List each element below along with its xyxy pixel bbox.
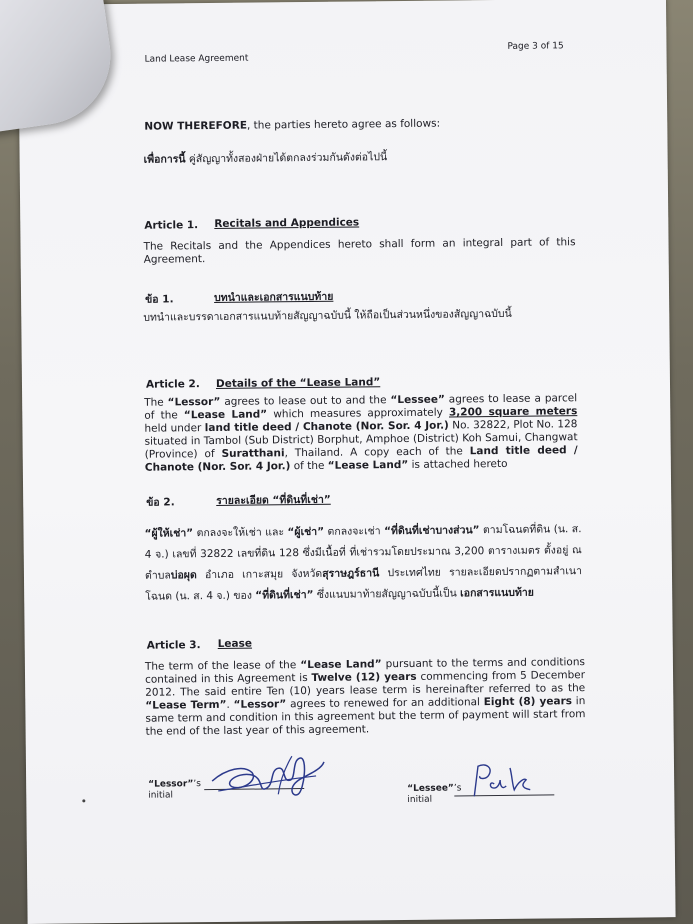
a2th-a: “ผู้ให้เช่า” — [144, 527, 194, 540]
article1-body: The Recitals and the Appendices hereto shall form an integral part of this Agreement. — [143, 236, 576, 266]
article2-th-body — [144, 519, 582, 608]
a2-area: 3,200 square meters — [448, 405, 578, 419]
a3-t1: The term of the lease of the — [144, 659, 301, 673]
a2th-m: เอกสารแนบท้าย — [460, 586, 534, 600]
a3-leaseterm: “Lease Term” — [145, 698, 227, 712]
article2-th-number: ข้อ 2. — [146, 496, 175, 509]
preamble-en — [144, 116, 564, 133]
paper-speck — [82, 799, 85, 802]
a2th-h: อำเภอ เกาะสมุย จังหวัด — [196, 567, 323, 582]
article1-th-number: ข้อ 1. — [145, 293, 174, 306]
a3-t4: . — [226, 698, 234, 711]
lessor-label: “Lessor” — [148, 779, 194, 790]
a2th-b: ตกลงจะให้เช่า และ — [193, 526, 288, 540]
a2-t8: of the — [290, 459, 328, 473]
a3-term: Twelve (12) years — [311, 670, 417, 684]
preamble-bold: NOW THEREFORE — [144, 119, 248, 133]
a2-t9: is attached hereto — [408, 457, 508, 471]
a2-t5: held under — [144, 422, 205, 435]
article3-body — [145, 656, 586, 739]
a3-t3: commencing from 5 December 2012. The said entire Ten (10) years lease term is hereinafter referred to as the — [145, 669, 586, 699]
lessor-signature — [206, 750, 327, 811]
a2-t3: agrees to lease a parcel of the — [144, 392, 578, 422]
a3-leaseland: “Lease Land” — [300, 658, 382, 672]
a2-leaseland2: “Lease Land” — [327, 458, 409, 472]
article2-number: Article 2. — [145, 378, 200, 391]
a2th-l: ซึ่งแนบมาท้ายสัญญาฉบับนี้เป็น — [313, 587, 461, 601]
preamble-th-bold: เพื่อการนี้ — [143, 153, 186, 166]
a3-renew: Eight (8) years — [483, 695, 573, 709]
lessor-suffix: ’s — [193, 779, 201, 790]
a2-lessee: “Lessee” — [390, 393, 445, 407]
a2th-d: ตกลงจะเช่า — [324, 525, 385, 538]
a2-t7: , Thailand. A copy each of the — [284, 445, 470, 460]
page-number: Page 3 of 15 — [507, 41, 564, 52]
a2th-c: “ผู้เช่า” — [287, 525, 325, 539]
preamble-rest: , the parties hereto agree as follows: — [246, 117, 441, 132]
a2-province: Suratthani — [221, 447, 285, 460]
a2th-f: ตามโฉนดที่ดิน (น. ส. 4 จ.) เลขที่ 32822 เลขที่ดิน 128 ซึ่งมีเนื้อที่ ที่เช่ารวมโดยประมาณ 3,200 ตารางเมตร ตั้งอยู่ ณ ตำบล — [144, 523, 582, 582]
document-page — [18, 0, 676, 924]
a2-lessor: “Lessor” — [167, 395, 221, 409]
a3-t2: pursuant to the terms and conditions contained in this Agreement is — [145, 656, 585, 686]
a3-t6: in same term and condition in this agreement but the term of payment will start from the end of the last year of this agreement. — [145, 695, 586, 738]
lessee-signature — [466, 760, 546, 801]
article2-title: Details of the “Lease Land” — [215, 376, 381, 390]
a2-t4: which measures approximately — [267, 406, 450, 421]
article1-number: Article 1. — [144, 219, 199, 232]
a2th-g: บ่อผุด — [170, 569, 197, 582]
lessor-initial-label — [148, 779, 201, 802]
a3-t5: agrees to renewed for an additional — [286, 696, 484, 711]
article3-title: Lease — [217, 637, 253, 650]
lessor-initial-word: initial — [148, 790, 174, 801]
article1-th-body: บทนำและบรรดาเอกสารแนบท้ายสัญญาฉบับนี้ ให้ถือเป็นส่วนหนึ่งของสัญญาฉบับนี้ — [143, 307, 512, 324]
a2th-e: “ที่ดินที่เช่าบางส่วน” — [384, 524, 480, 538]
a3-lessor: “Lessor” — [233, 698, 287, 711]
a2-t1: The — [144, 396, 168, 409]
article2-body — [144, 392, 578, 475]
article2-th-title: รายละเอียด “ที่ดินที่เช่า” — [216, 493, 331, 507]
a2th-i: สุราษฎร์ธานี — [322, 567, 380, 580]
a2-leaseland: “Lease Land” — [183, 408, 268, 422]
a2-deed2: Land title deed / Chanote (Nor. Sor. 4 Jor.) — [144, 444, 578, 474]
a2-deed: land title deed / Chanote (Nor. Sor. 4 Jor.) — [204, 419, 449, 435]
preamble-th-rest: คู่สัญญาทั้งสองฝ่ายได้ตกลงร่วมกันดังต่อไปนี้ — [185, 151, 388, 166]
lessee-suffix: ’s — [453, 783, 462, 794]
preamble-th — [144, 148, 564, 167]
lessee-initial-word: initial — [407, 794, 433, 805]
running-header-title: Land Lease Agreement — [144, 53, 249, 65]
lessee-label: “Lessee” — [407, 783, 454, 794]
article1-th-title: บทนำและเอกสารแนบท้าย — [214, 290, 334, 304]
a2-t6: No. 32822, Plot No. 128 situated in Tambol (Sub District) Borphut, Amphoe (District) Koh Samui, Changwat (Province) of — [144, 418, 578, 461]
article1-title: Recitals and Appendices — [214, 216, 360, 230]
a2th-k: “ที่ดินที่เช่า” — [255, 588, 314, 602]
a2-t2: agrees to lease out to and the — [220, 394, 391, 408]
article3-number: Article 3. — [146, 639, 201, 652]
a2th-j: ประเทศไทย รายละเอียดปรากฏตามสำเนาโฉนด (น. ส. 4 จ.) ของ — [145, 565, 583, 603]
